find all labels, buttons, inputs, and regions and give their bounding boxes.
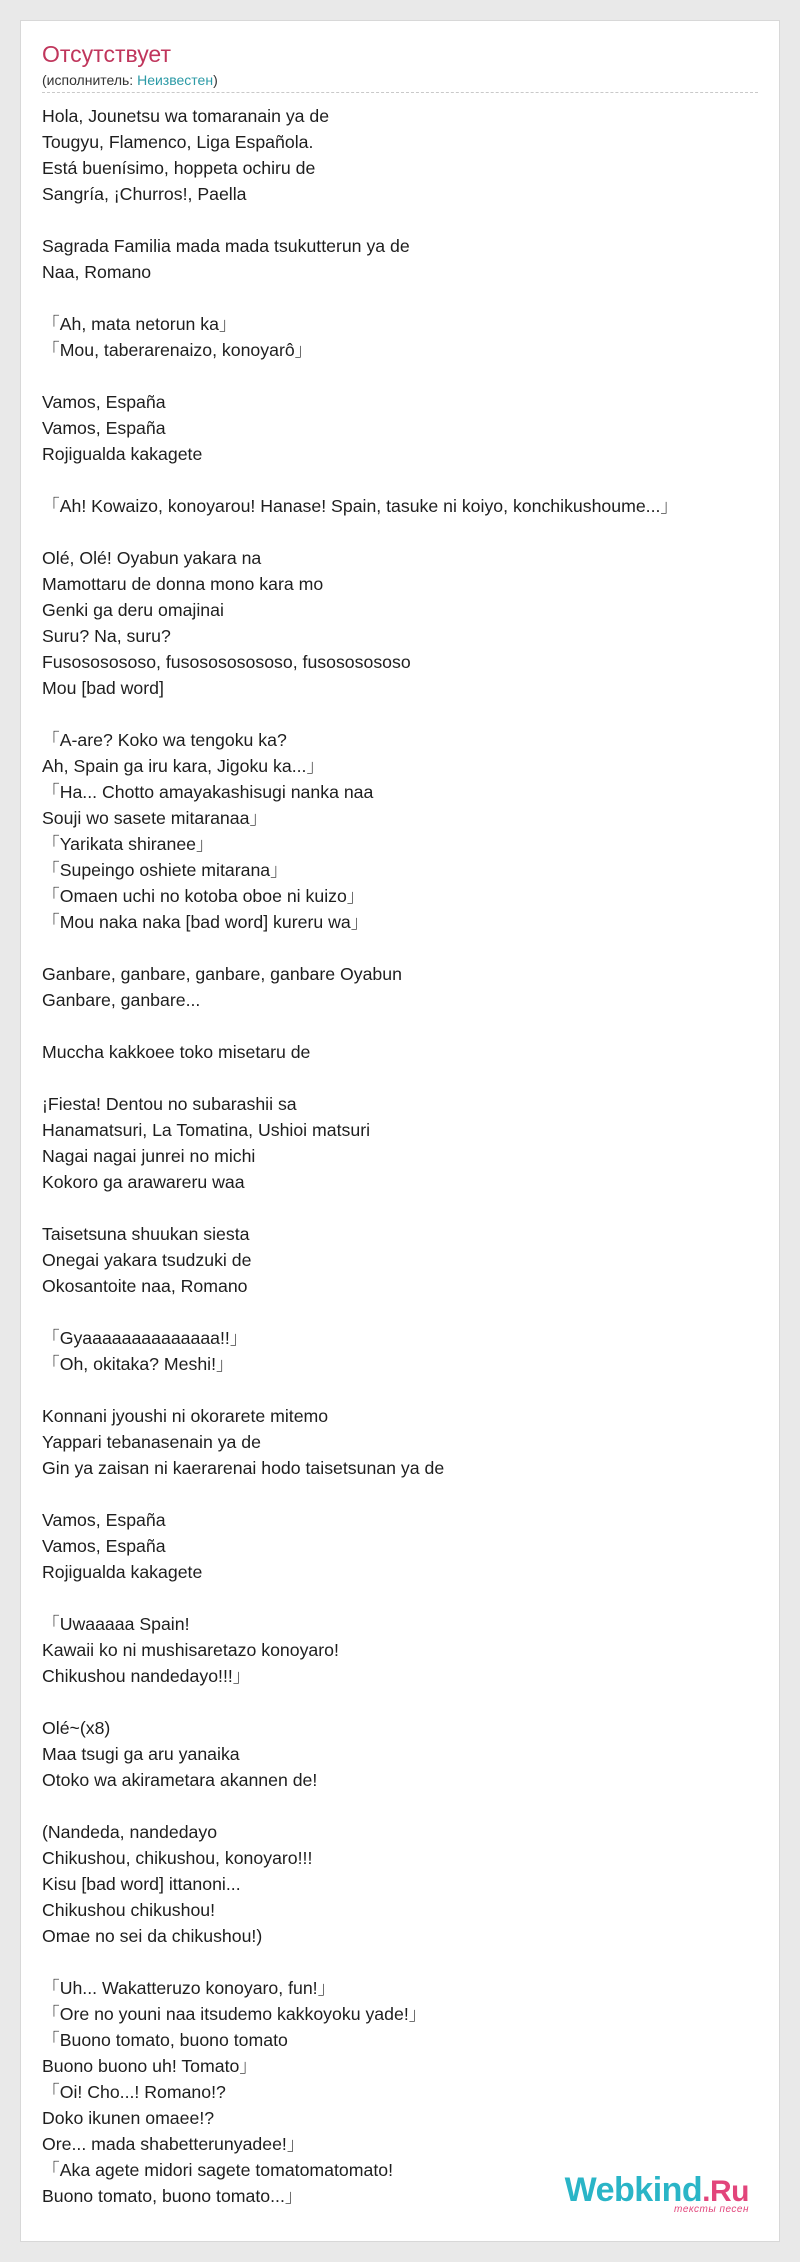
lyrics-text: Hola, Jounetsu wa tomaranain ya de Tougyu, Flamenco, Liga Española. Está buenísimo, hoppeta ochiru de Sangría, ¡Churros!, Paella Sagrada Familia mada mada tsukutterun ya de Naa, Romano 「Ah, mata netorun ka」 「Mou, taberarenaizo, konoyarô」 Vamos, España Vamos, España Rojigualda kakagete 「Ah! Kowaizo, konoyarou! Hanase! Spain, tasuke ni koiyo, konchikushoume...」 Olé, Olé! Oyabun yakara na Mamottaru de donna mono kara mo Genki ga deru omajinai Suru? Na, suru? Fusososososo, fusosososososo, fusososososo Mou [bad word] 「A-are? Koko wa tengoku ka? Ah, Spain ga iru kara, Jigoku ka...」 「Ha... Chotto amayakashisugi nanka naa Souji wo sasete mitaranaa」 「Yarikata shiranee」 「Supeingo oshiete mitarana」 「Omaen uchi no kotoba oboe ni kuizo」 「Mou naka naka [bad word] kureru wa」 Ganbare, ganbare, ganbare, ganbare Oyabun Ganbare, ganbare... Muccha kakkoee toko misetaru de ¡Fiesta! Dentou no subarashii sa Hanamatsuri, La Tomatina, Ushioi matsuri Nagai nagai junrei no michi Kokoro ga arawareru waa Taisetsuna shuukan siesta Onegai yakara tsudzuki de Okosantoite naa, Romano 「Gyaaaaaaaaaaaaaa!!」 「Oh, okitaka? Meshi!」 Konnani jyoushi ni okorarete mitemo Yappari tebanasenain ya de Gin ya zaisan ni kaerarenai hodo taisetsunan ya de Vamos, España Vamos, España Rojigualda kakagete 「Uwaaaaa Spain! Kawaii ko ni mushisaretazo konoyaro! Chikushou nandedayo!!!」 Olé~(x8) Maa tsugi ga aru yanaika Otoko wa akirametara akannen de! (Nandeda, nandedayo Chikushou, chikushou, konoyaro!!! Kisu [bad word] ittanoni... Chikushou chikushou! Omae no sei da chikushou!) 「Uh... Wakatteruzo konoyaro, fun!」 「Ore no youni naa itsudemo kakkoyoku yade!」 「Buono tomato, buono tomato Buono buono uh! Tomato」 「Oi! Cho...! Romano!? Doko ikunen omaee!? Ore... mada shabetterunyadee!」 「Aka agete midori sagete tomatomatomato! Buono tomato, buono tomato...」 — [42, 106, 679, 2206]
logo-tld: .Ru — [702, 2175, 749, 2208]
site-logo[interactable] — [565, 2173, 749, 2215]
song-title: Отсутствует — [42, 41, 171, 67]
artist-suffix: ) — [213, 72, 218, 88]
artist-link[interactable]: Неизвестен — [137, 72, 214, 88]
artist-prefix: (исполнитель: — [42, 72, 138, 88]
logo-subtitle: тексты песен — [674, 2204, 749, 2215]
artist-line — [42, 73, 218, 87]
logo-wordmark: Webkind — [564, 2171, 703, 2209]
header-divider — [42, 92, 758, 93]
lyrics-card — [20, 20, 780, 2242]
